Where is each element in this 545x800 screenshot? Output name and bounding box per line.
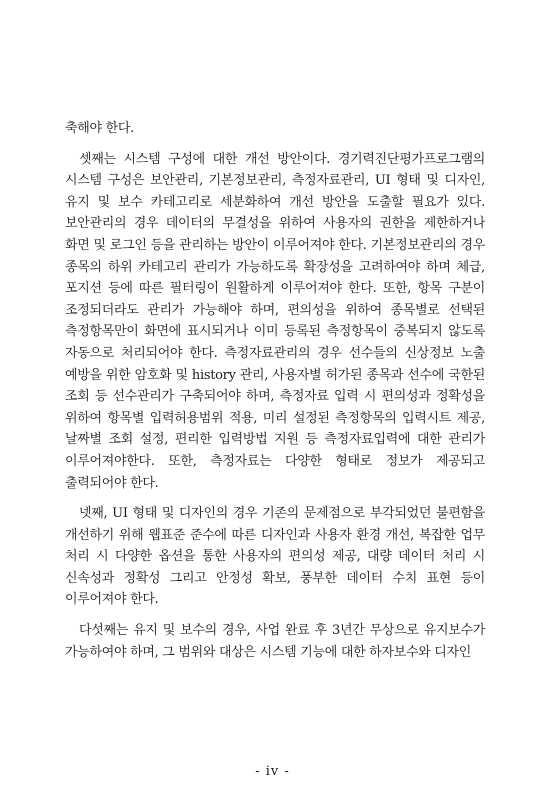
paragraph-ui-design: 넷째, UI 형태 및 디자인의 경우 기존의 문제점으로 부각되었던 불편함을 개선하기 위해 웹표준 준수에 따른 디자인과 사용자 환경 개선, 복잡한 업무 처리 시 다양한 옵션을 통한 사용자의 편의성 제공, 대량 데이터 처리 시 신속성과 정확성 그리고 안정성 확보, 풍부한 데이터 수치 표현 등이 이루어져야 한다. bbox=[65, 506, 485, 608]
paragraph-maintenance: 다섯째는 유지 및 보수의 경우, 사업 완료 후 3년간 무상으로 유지보수가 가능하여야 하며, 그 범위와 대상은 시스템 기능에 대한 하자보수와 디자인 bbox=[65, 623, 485, 660]
paragraph-system-composition: 셋째는 시스템 구성에 대한 개선 방안이다. 경기력진단평가프로그램의 시스템 구성은 보안관리, 기본정보관리, 측정자료관리, UI 형태 및 디자인, 유지 및 보수 카테고리로 세분화하여 개선 방안을 도출할 필요가 있다. 보안관리의 경우 데이터의 무결성을 위하여 사용자의 권한을 제한하거나 화면 및 로그인 등을 관리하는 방안이 이루어져야 한다. 기본정보관리의 경우 종목의 하위 카테고리 관리가 가능하도록 확장성을 고려하여야 하며 체급, 포지션 등에 따른 필터링이 원활하게 이루어져야 한다. 또한, 항목 구분이 조정되더라도 관리가 가능해야 하며, 편의성을 위하여 종목별로 선택된 측정항목만이 화면에 표시되거나 이미 등록된 측정항목이 중복되지 않도록 자동으로 처리되어야 한다. 측정자료관리의 경우 선수들의 신상정보 노출 예방을 위한 암호화 및 history 관리, 사용자별 허가된 종목과 선수에 국한된 조회 등 선수관리가 구축되어야 하며, 측정자료 입력 시 편의성과 정확성을 위하여 항목별 입력허용범위 적용, 미리 설정된 측정항목의 입력시트 제공, 날짜별 조회 설정, 편리한 입력방법 지원 등 측정자료입력에 대한 관리가 이루어져야한다. 또한, 측정자료는 다양한 형태로 정보가 제공되고 출력되어야 한다. bbox=[65, 151, 485, 491]
page-number: - iv - bbox=[255, 764, 290, 779]
body-text bbox=[65, 118, 485, 672]
paragraph-continuation: 축해야 한다. bbox=[65, 121, 134, 136]
